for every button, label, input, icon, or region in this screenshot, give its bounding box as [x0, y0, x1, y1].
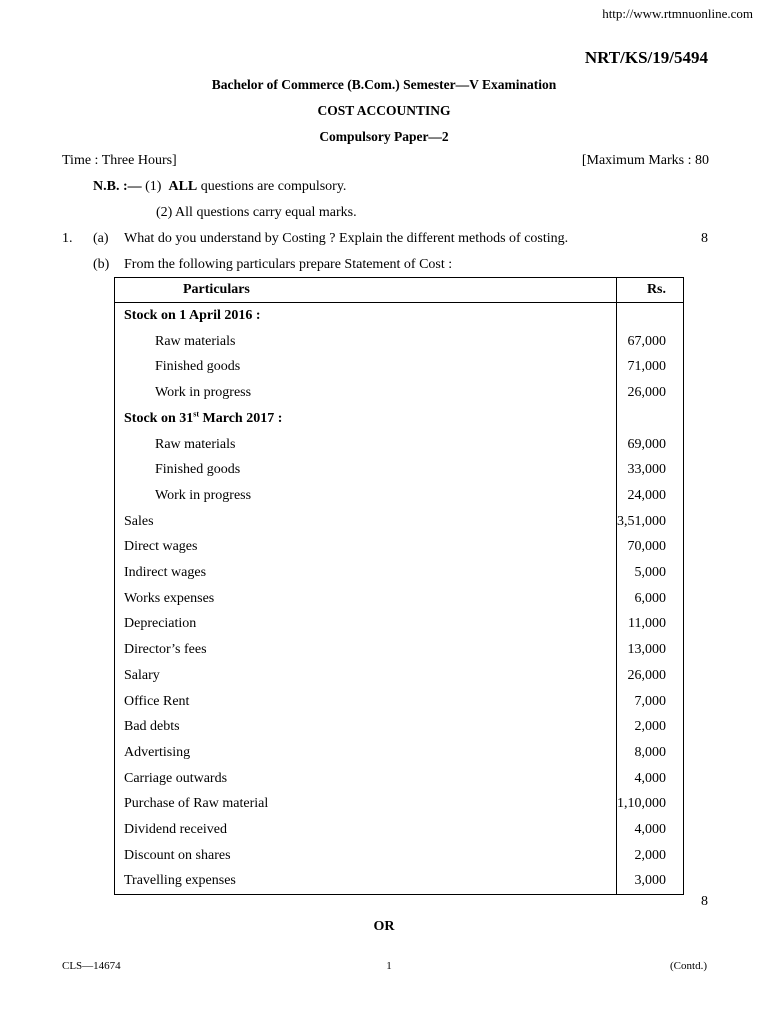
row-amount: 3,000: [634, 873, 666, 889]
opening-stock-heading-row: [115, 303, 684, 329]
note-line-1: [93, 179, 346, 195]
footer-code: CLS—14674: [62, 960, 121, 972]
table-row: [115, 740, 684, 766]
row-item: Purchase of Raw material: [115, 791, 617, 817]
row-amount: 7,000: [634, 693, 666, 709]
table-row: [115, 766, 684, 792]
row-item: Sales: [115, 509, 617, 535]
table-row: [115, 663, 684, 689]
row-item: Carriage outwards: [115, 766, 617, 792]
page-number: 1: [386, 960, 392, 972]
row-item: Work in progress: [115, 380, 617, 406]
row-amount: 2,000: [634, 847, 666, 863]
table-row: [115, 637, 684, 663]
table-row: [115, 380, 684, 406]
row-amount: 1,10,000: [617, 796, 666, 812]
row-item: Raw materials: [115, 432, 617, 458]
row-amount: 67,000: [627, 333, 666, 349]
row-item: Director’s fees: [115, 637, 617, 663]
or-separator: OR: [373, 919, 395, 934]
paper-title: Compulsory Paper—2: [319, 129, 449, 144]
table-row: [115, 843, 684, 869]
row-amount: 3,51,000: [617, 513, 666, 529]
closing-heading-text-end: March 2017 :: [199, 410, 283, 426]
row-amount: 69,000: [627, 436, 666, 452]
row-item: Depreciation: [115, 611, 617, 637]
table-row: [115, 791, 684, 817]
table-row: [115, 689, 684, 715]
table-row: [115, 611, 684, 637]
time-allowed: Time : Three Hours]: [62, 153, 177, 168]
question-b-label: (b): [93, 257, 110, 272]
question-b-marks: 8: [701, 894, 708, 909]
table-header-row: [115, 278, 684, 303]
question-number: 1.: [62, 231, 73, 246]
paper-code: NRT/KS/19/5494: [584, 48, 708, 67]
subject-title: COST ACCOUNTING: [317, 103, 451, 118]
row-item: Raw materials: [115, 329, 617, 355]
row-amount: 6,000: [634, 590, 666, 606]
row-amount: 70,000: [627, 539, 666, 555]
note-1-text: questions are compulsory.: [200, 179, 347, 194]
row-amount: 8,000: [634, 744, 666, 760]
row-amount: 13,000: [627, 642, 666, 658]
question-a-marks: 8: [701, 231, 708, 246]
row-item: Finished goods: [115, 457, 617, 483]
row-amount: 26,000: [627, 385, 666, 401]
row-amount: 33,000: [627, 462, 666, 478]
table-row: [115, 817, 684, 843]
table-row: [115, 354, 684, 380]
cost-particulars-table: [114, 277, 684, 895]
row-amount: 24,000: [627, 487, 666, 503]
row-item: Work in progress: [115, 483, 617, 509]
table-row: [115, 534, 684, 560]
row-item: Indirect wages: [115, 560, 617, 586]
row-item: Advertising: [115, 740, 617, 766]
table-row: [115, 586, 684, 612]
table-row: [115, 714, 684, 740]
closing-stock-heading: [115, 406, 617, 432]
row-amount: 2,000: [634, 719, 666, 735]
closing-heading-text: Stock on 31: [124, 410, 194, 426]
table-row: [115, 483, 684, 509]
table-row: [115, 457, 684, 483]
row-amount: 4,000: [634, 770, 666, 786]
row-item: Dividend received: [115, 817, 617, 843]
question-b-text: From the following particulars prepare Statement of Cost :: [124, 257, 453, 272]
row-item: Bad debts: [115, 714, 617, 740]
note-1-emphasis: ALL: [168, 179, 198, 194]
closing-stock-heading-row: [115, 406, 684, 432]
table-row: [115, 560, 684, 586]
note-1-number: (1): [145, 179, 162, 194]
row-amount: 4,000: [634, 822, 666, 838]
row-item: Discount on shares: [115, 843, 617, 869]
table-row: [115, 432, 684, 458]
column-header-particulars: Particulars: [115, 278, 617, 303]
question-a-label: (a): [93, 231, 109, 246]
row-amount: 71,000: [627, 359, 666, 375]
row-item: Direct wages: [115, 534, 617, 560]
note-line-2: (2) All questions carry equal marks.: [156, 205, 357, 220]
max-marks: [Maximum Marks : 80: [581, 153, 709, 168]
question-a-text: What do you understand by Costing ? Explain the different methods of costing.: [124, 231, 569, 246]
row-item: Travelling expenses: [115, 868, 617, 894]
row-item: Finished goods: [115, 354, 617, 380]
row-item: Works expenses: [115, 586, 617, 612]
row-amount: 5,000: [634, 565, 666, 581]
table-row: [115, 329, 684, 355]
row-amount: 26,000: [627, 667, 666, 683]
continued-note: (Contd.): [670, 960, 707, 972]
source-url: http://www.rtmnuonline.com: [602, 6, 753, 21]
exam-title: Bachelor of Commerce (B.Com.) Semester—V Examination: [211, 77, 557, 92]
closing-heading-sup: st: [193, 409, 200, 419]
table-row: [115, 868, 684, 894]
table-row: [115, 509, 684, 535]
opening-stock-heading: Stock on 1 April 2016 :: [115, 303, 617, 329]
row-item: Office Rent: [115, 689, 617, 715]
note-label: N.B. :—: [93, 179, 142, 194]
column-header-rs: Rs.: [617, 278, 684, 303]
row-item: Salary: [115, 663, 617, 689]
row-amount: 11,000: [628, 616, 666, 632]
